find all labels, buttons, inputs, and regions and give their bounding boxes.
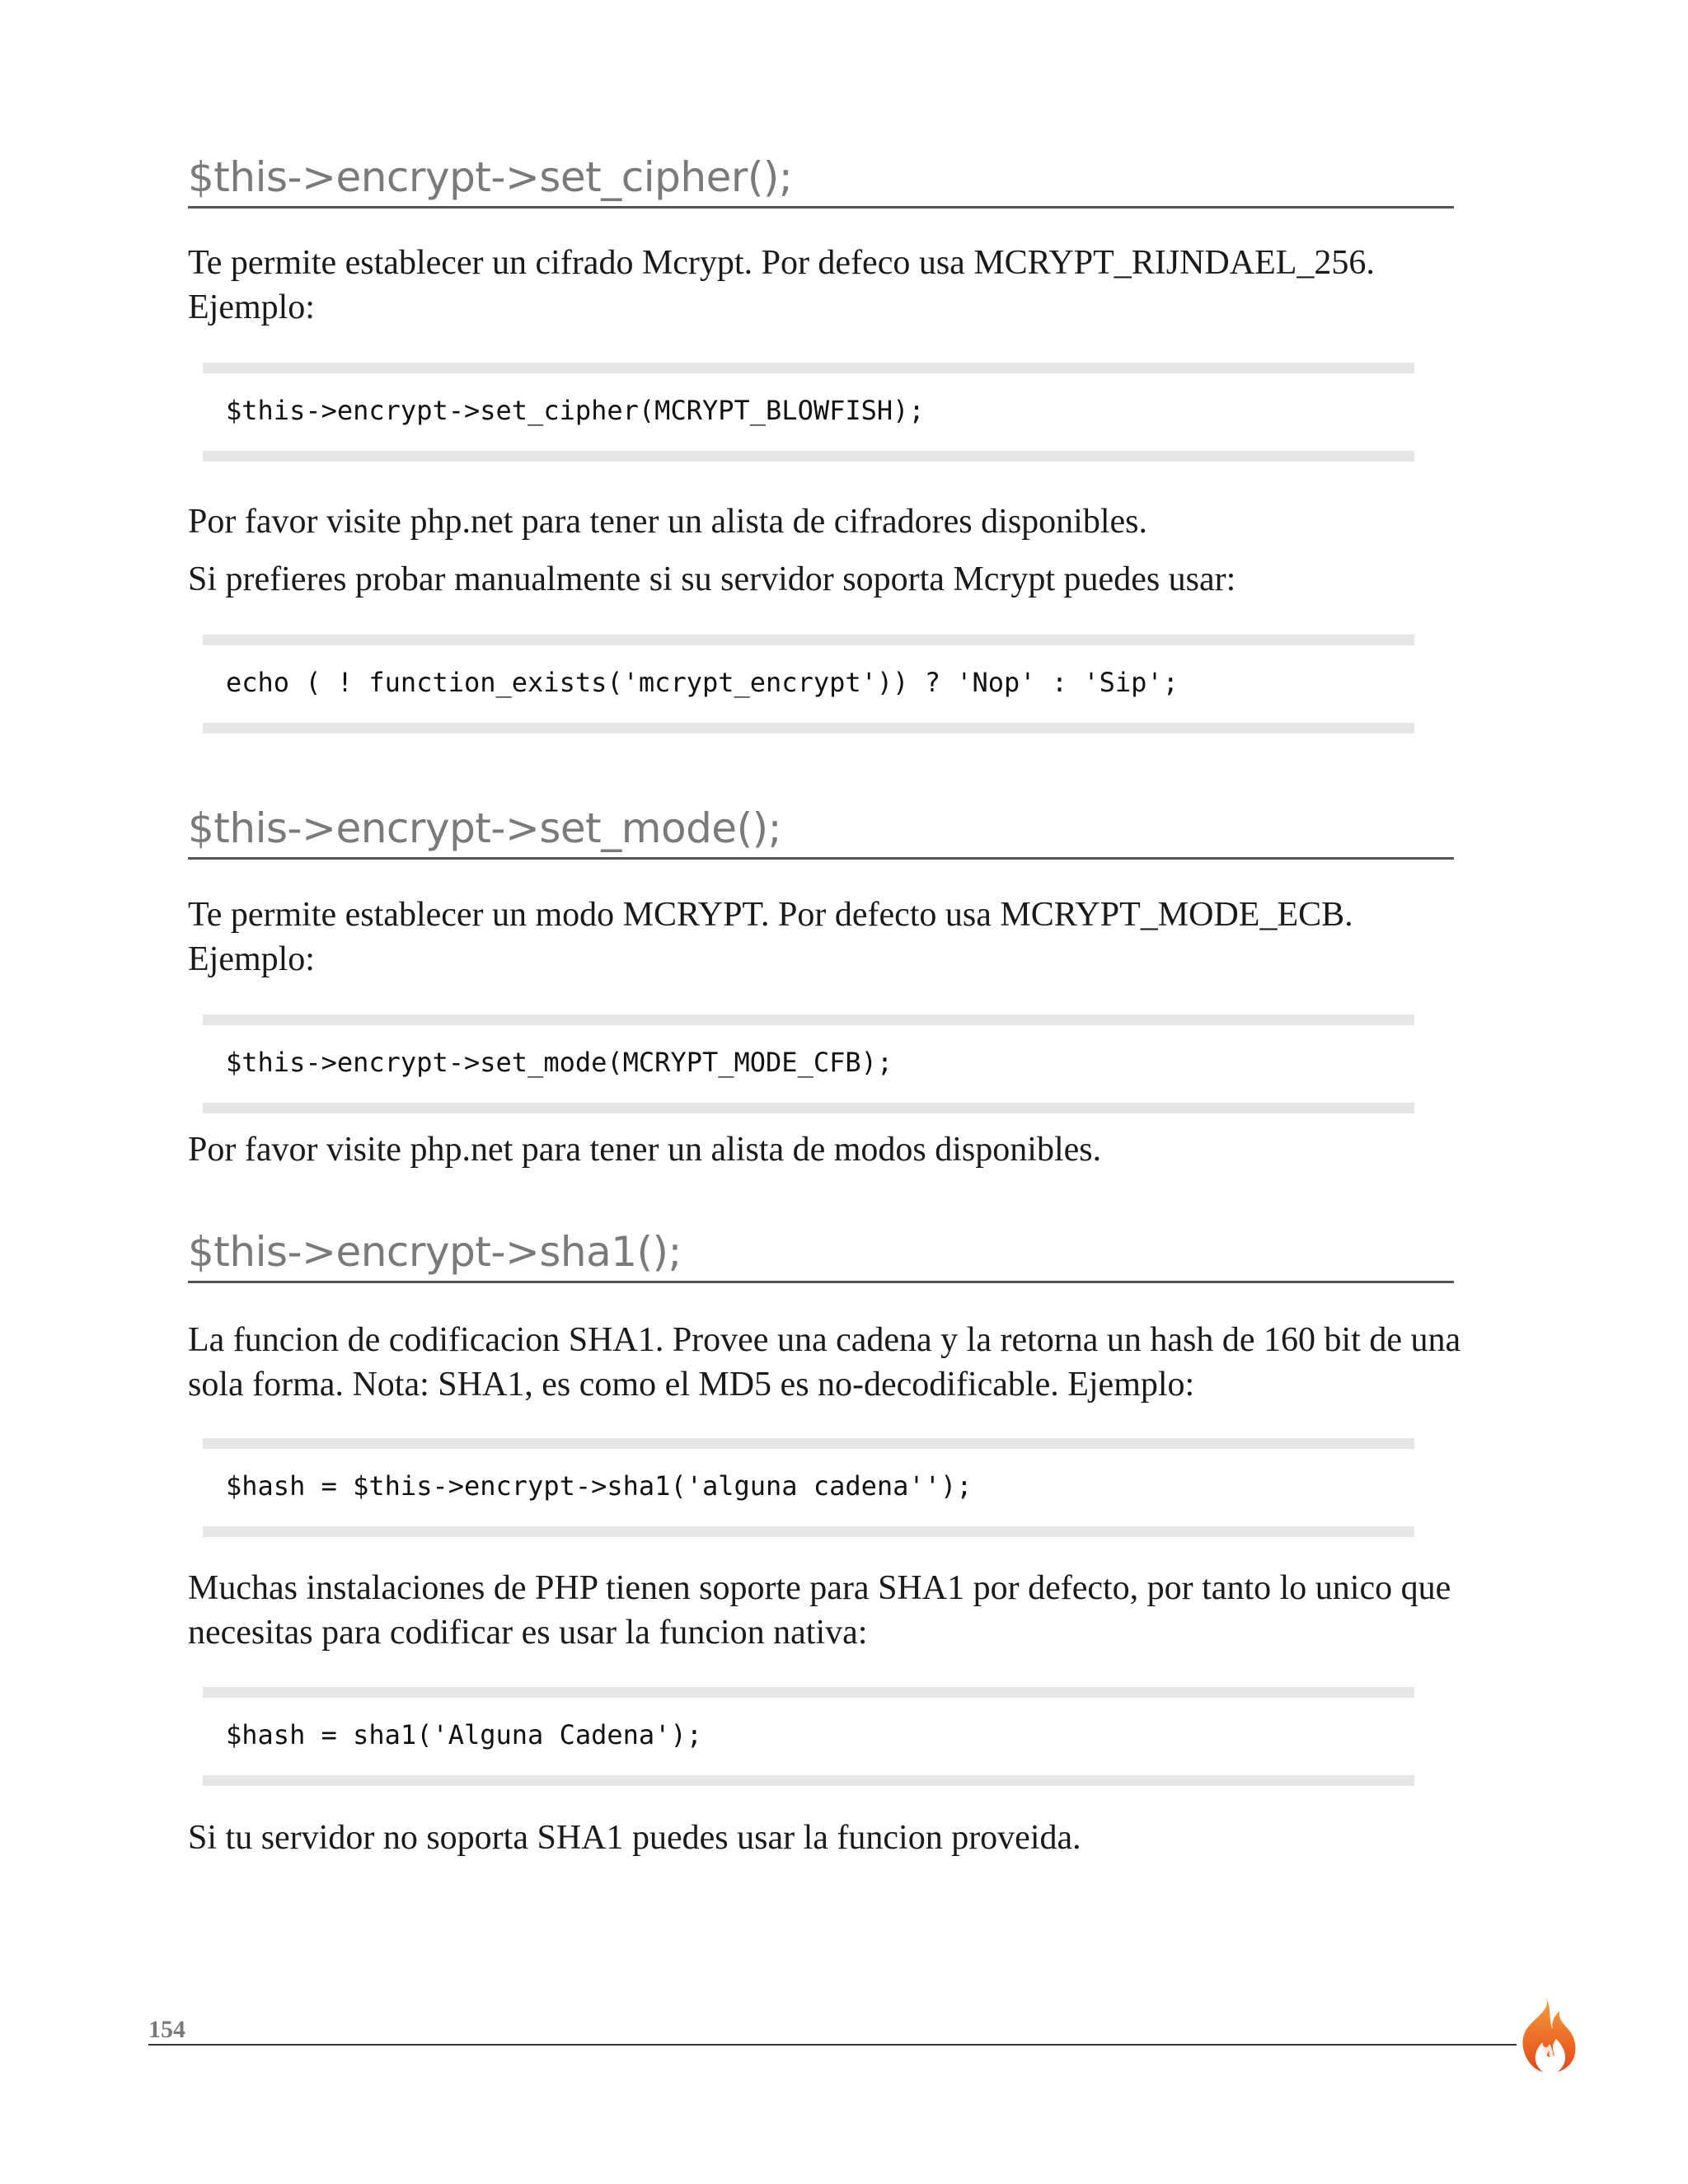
code-line: $this->encrypt->set_mode(MCRYPT_MODE_CFB);	[226, 1047, 893, 1078]
code-line: $hash = $this->encrypt->sha1('alguna cadena'');	[226, 1470, 973, 1502]
paragraph: Te permite establecer un cifrado Mcrypt. Por defeco usa MCRYPT_RIJNDAEL_256. Ejemplo:	[188, 244, 1375, 326]
code-block	[203, 363, 1414, 462]
section-heading-set-cipher: $this->encrypt->set_cipher();	[188, 157, 1454, 209]
code-block	[203, 1687, 1414, 1786]
codeigniter-flame-icon	[1507, 1993, 1579, 2075]
paragraph: Si tu servidor no soporta SHA1 puedes usar la funcion proveida.	[188, 1819, 1081, 1857]
footer-rule	[148, 2044, 1517, 2046]
code-block	[203, 1438, 1414, 1537]
paragraph: Te permite establecer un modo MCRYPT. Por defecto usa MCRYPT_MODE_ECB. Ejemplo:	[188, 896, 1353, 978]
page-number: 154	[148, 2016, 185, 2043]
paragraph: Muchas instalaciones de PHP tienen soporte para SHA1 por defecto, por tanto lo unico que necesitas para codificar es usar la funcion nativa:	[188, 1569, 1451, 1652]
code-line: $hash = sha1('Alguna Cadena');	[226, 1719, 702, 1750]
section-heading-sha1: $this->encrypt->sha1();	[188, 1231, 1454, 1283]
paragraph: Por favor visite php.net para tener un alista de modos disponibles.	[188, 1131, 1102, 1169]
section-heading-set-mode: $this->encrypt->set_mode();	[188, 808, 1454, 860]
code-line: echo ( ! function_exists('mcrypt_encrypt')) ? 'Nop' : 'Sip';	[226, 667, 1179, 698]
paragraph: La funcion de codificacion SHA1. Provee una cadena y la retorna un hash de 160 bit de una sola forma. Nota: SHA1, es como el MD5 es no-decodificable. Ejemplo:	[188, 1321, 1461, 1404]
code-block	[203, 635, 1414, 733]
paragraph: Si prefieres probar manualmente si su servidor soporta Mcrypt puedes usar:	[188, 560, 1236, 598]
code-line: $this->encrypt->set_cipher(MCRYPT_BLOWFISH);	[226, 395, 925, 426]
paragraph: Por favor visite php.net para tener un alista de cifradores disponibles.	[188, 503, 1147, 541]
code-block	[203, 1015, 1414, 1113]
